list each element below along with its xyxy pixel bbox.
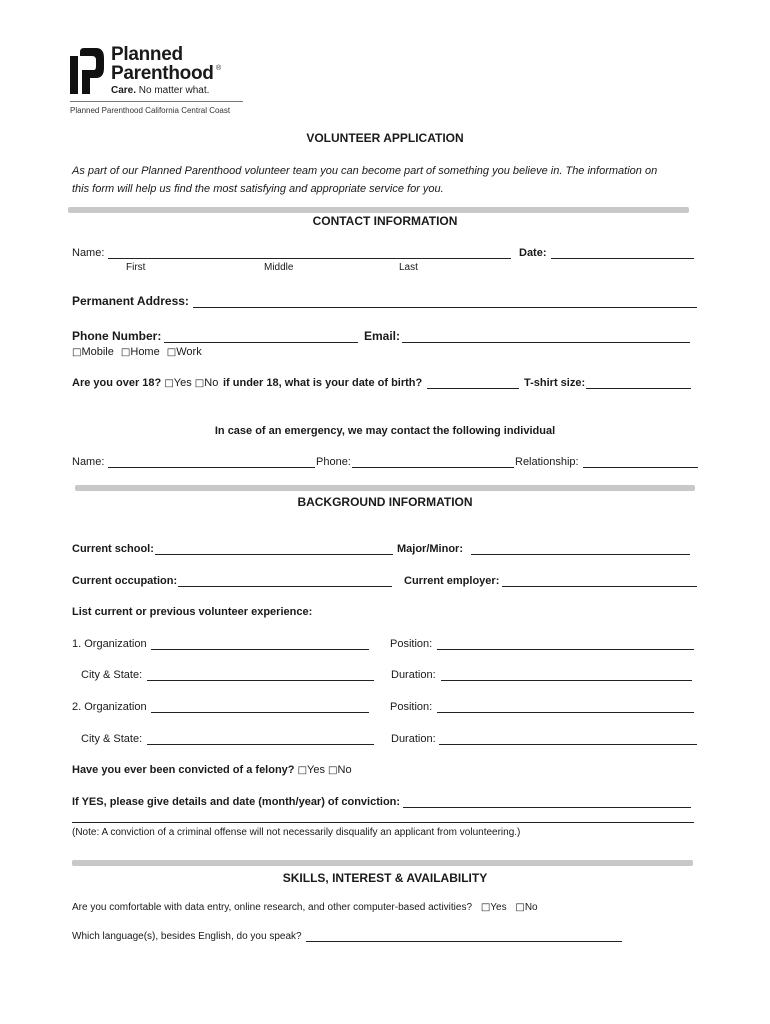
logo-line-2: Parenthood [111,63,214,84]
duration2-input[interactable] [439,744,697,745]
dob-input[interactable] [427,388,519,389]
age-no: No [204,377,219,389]
conviction-input-line-2[interactable] [72,822,694,823]
ec-phone-label: Phone: [316,456,351,468]
affiliate-name: Planned Parenthood California Central Coast [70,106,231,115]
occupation-label: Current occupation: [72,575,178,587]
ec-relationship-label: Relationship: [515,456,579,468]
logo-line-1: Planned [111,44,183,65]
name-input[interactable] [108,258,511,259]
org2-label: 2. Organization [72,701,147,713]
age-row [72,377,218,389]
conviction-note: (Note: A conviction of a criminal offense will not necessarily disqualify an applicant from volunteering.) [72,827,521,838]
phone-type-work: Work [176,346,202,358]
form-title: VOLUNTEER APPLICATION [306,131,464,145]
email-label: Email: [364,329,401,343]
languages-question: Which language(s), besides English, do you speak? [72,931,302,942]
computer-yes: Yes [490,902,507,913]
felony-yes: Yes [307,764,325,776]
school-input[interactable] [155,554,393,555]
org2-input[interactable] [151,712,369,713]
org1-input[interactable] [151,649,369,650]
dob-label: if under 18, what is your date of birth? [223,377,423,389]
city-state2-label: City & State: [81,733,143,745]
emergency-heading: In case of an emergency, we may contact the following individual [214,425,556,437]
position1-label: Position: [390,638,433,650]
age-yes: Yes [173,377,192,389]
employer-input[interactable] [502,586,697,587]
planned-parenthood-logo-icon [70,46,106,96]
phone-type-home: Home [130,346,160,358]
logo-divider [70,101,243,102]
logo-tagline [111,85,209,96]
logo-registered-mark: ® [216,65,222,72]
ec-relationship-input[interactable] [583,467,698,468]
duration1-label: Duration: [391,669,436,681]
employer-label: Current employer: [404,575,500,587]
address-label: Permanent Address: [72,294,189,308]
section-divider-contact [68,207,689,213]
name-label: Name: [72,247,105,259]
logo-tagline-bold: Care. [111,85,137,96]
ec-name-label: Name: [72,456,105,468]
felony-row [72,764,352,776]
duration1-input[interactable] [441,680,692,681]
major-label: Major/Minor: [397,543,463,555]
section-divider-skills [72,860,693,866]
checkbox-icon[interactable]: □ [515,902,525,913]
phone-label: Phone Number: [72,329,162,343]
school-label: Current school: [72,543,154,555]
date-label: Date: [519,247,547,259]
occupation-input[interactable] [178,586,392,587]
phone-type-options [72,346,202,358]
checkbox-icon[interactable]: □ [480,902,491,913]
computer-row [72,902,538,913]
checkbox-icon[interactable]: □ [164,378,174,389]
skills-heading: SKILLS, INTEREST & AVAILABILITY [282,871,488,885]
checkbox-icon[interactable]: □ [328,765,338,776]
city-state1-label: City & State: [81,669,143,681]
checkbox-icon[interactable]: □ [297,765,308,776]
checkbox-icon[interactable]: □ [72,347,82,358]
tshirt-input[interactable] [586,388,691,389]
felony-no: No [337,764,352,776]
position2-input[interactable] [437,712,694,713]
age-question: Are you over 18? [72,377,162,389]
computer-no: No [524,902,538,913]
position2-label: Position: [390,701,433,713]
position1-input[interactable] [437,649,694,650]
middle-sublabel: Middle [264,262,294,273]
computer-question: Are you comfortable with data entry, online research, and other computer-based activities? [72,902,473,913]
conviction-input[interactable] [403,807,691,808]
felony-question: Have you ever been convicted of a felony? [72,764,295,776]
ec-name-input[interactable] [108,467,315,468]
conviction-label: If YES, please give details and date (month/year) of conviction: [72,796,401,808]
org1-label: 1. Organization [72,638,147,650]
tshirt-label: T-shirt size: [524,377,586,389]
checkbox-icon[interactable]: □ [194,378,205,389]
background-heading: BACKGROUND INFORMATION [297,495,473,509]
languages-input[interactable] [306,941,622,942]
city-state1-input[interactable] [147,680,374,681]
phone-type-mobile: Mobile [81,346,114,358]
date-input[interactable] [551,258,694,259]
checkbox-icon[interactable]: □ [120,347,131,358]
email-input[interactable] [402,342,690,343]
experience-label: List current or previous volunteer experience: [72,606,313,618]
city-state2-input[interactable] [147,744,374,745]
checkbox-icon[interactable]: □ [166,347,177,358]
first-sublabel: First [126,262,146,273]
ec-phone-input[interactable] [352,467,514,468]
intro-line-2: this form will help us find the most satisfying and appropriate service for you. [72,183,444,195]
last-sublabel: Last [399,262,418,273]
section-divider-background [75,485,695,491]
logo-tagline-rest: No matter what. [136,85,210,96]
intro-line-1: As part of our Planned Parenthood volunteer team you can become part of something you believe in. The information on [72,165,658,177]
contact-heading: CONTACT INFORMATION [312,214,458,228]
duration2-label: Duration: [391,733,436,745]
phone-input[interactable] [164,342,358,343]
major-input[interactable] [471,554,690,555]
address-input[interactable] [193,307,697,308]
